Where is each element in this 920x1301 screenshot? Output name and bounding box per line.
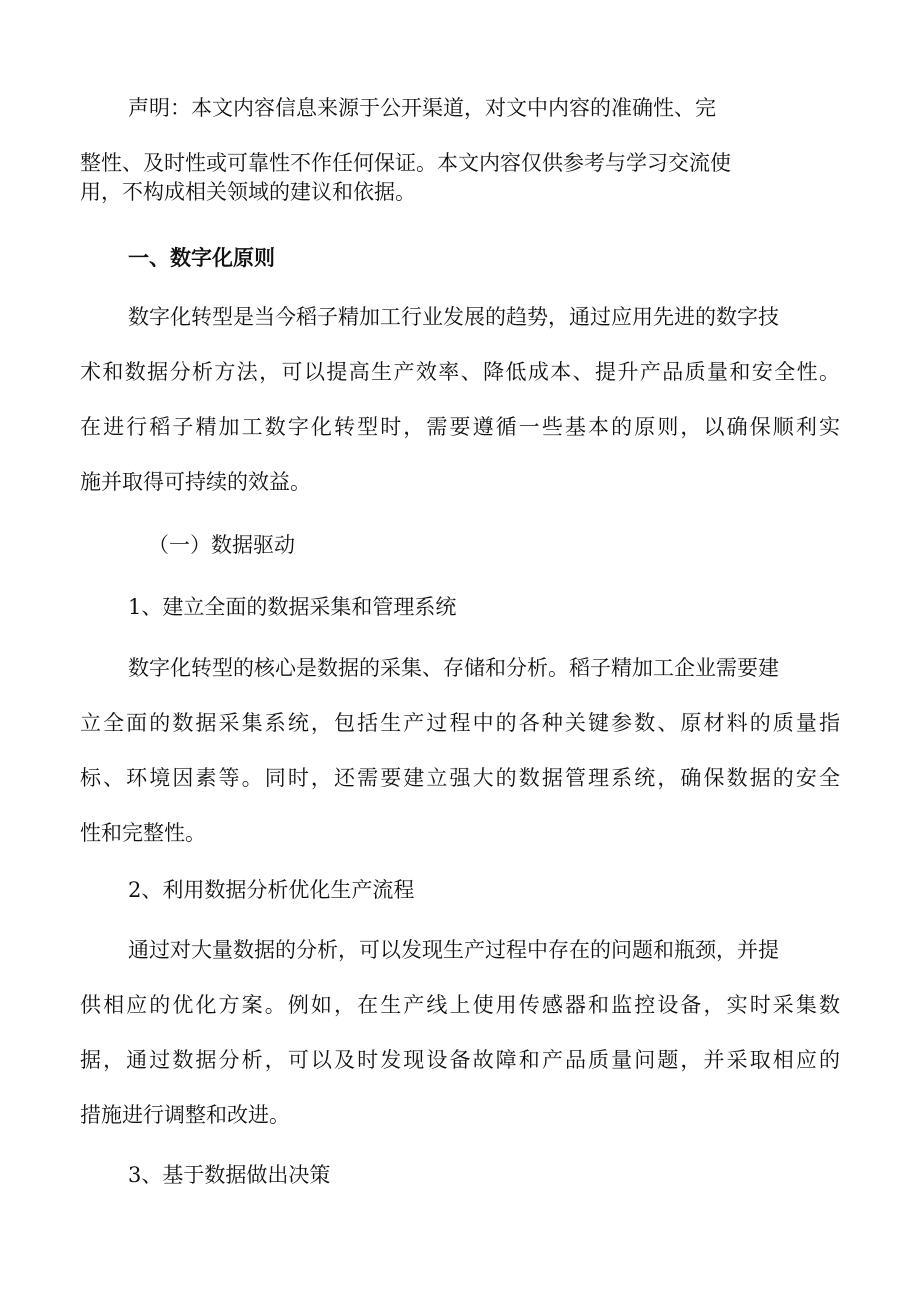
item-2-title: 2、利用数据分析优化生产流程 [128, 878, 415, 902]
item-1-line-1: 数字化转型的核心是数据的采集、存储和分析。稻子精加工企业需要建 [128, 656, 779, 680]
disclaimer-line-3: 用，不构成相关领域的建议和依据。 [80, 180, 416, 204]
disclaimer-line-2: 整性、及时性或可靠性不作任何保证。本文内容仅供参考与学习交流使 [80, 151, 731, 175]
section-heading: 一、数字化原则 [128, 246, 275, 270]
item-1-title: 1、建立全面的数据采集和管理系统 [128, 595, 457, 619]
subsection-heading: （一）数据驱动 [148, 533, 295, 557]
item-2-line-3: 据，通过数据分析，可以及时发现设备故障和产品质量问题，并采取相应的 [80, 1048, 840, 1072]
intro-line-4: 施并取得可持续的效益。 [80, 470, 311, 494]
disclaimer-line-1: 声明：本文内容信息来源于公开渠道，对文中内容的准确性、完 [128, 96, 716, 120]
item-2-line-4: 措施进行调整和改进。 [80, 1103, 290, 1127]
intro-line-1: 数字化转型是当今稻子精加工行业发展的趋势，通过应用先进的数字技 [128, 305, 779, 329]
item-2-line-1: 通过对大量数据的分析，可以发现生产过程中存在的问题和瓶颈，并提 [128, 938, 779, 962]
item-1-line-2: 立全面的数据采集系统，包括生产过程中的各种关键参数、原材料的质量指 [80, 711, 840, 735]
item-1-line-4: 性和完整性。 [80, 821, 206, 845]
item-1-line-3: 标、环境因素等。同时，还需要建立强大的数据管理系统，确保数据的安全 [80, 766, 840, 790]
item-2-line-2: 供相应的优化方案。例如，在生产线上使用传感器和监控设备，实时采集数 [80, 993, 840, 1017]
intro-line-2: 术和数据分析方法，可以提高生产效率、降低成本、提升产品质量和安全性。 [80, 360, 840, 384]
item-3-title: 3、基于数据做出决策 [128, 1163, 331, 1187]
intro-line-3: 在进行稻子精加工数字化转型时，需要遵循一些基本的原则，以确保顺利实 [80, 415, 840, 439]
